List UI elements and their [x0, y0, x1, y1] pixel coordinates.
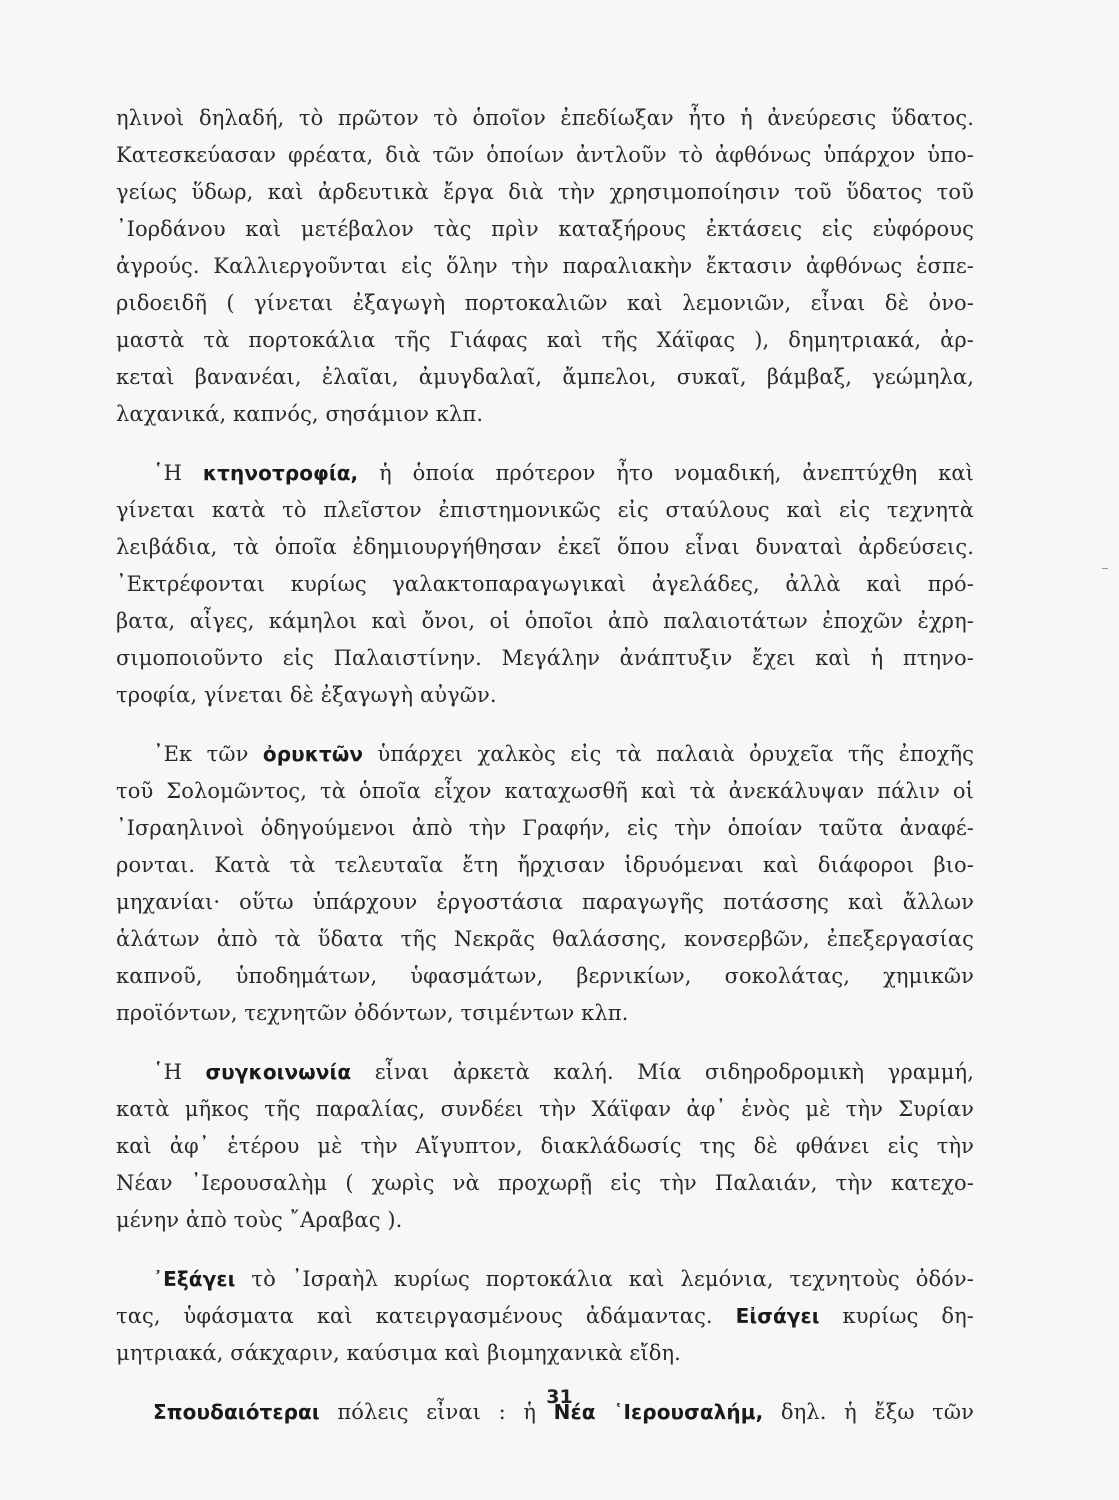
- paragraph-trade: [116, 1261, 974, 1372]
- text-line: ἀγρούς. Καλλιεργοῦνται εἰς ὅλην τὴν παραλιακὴν ἔκτασιν ἀφθόνως ἑσπε-: [116, 254, 974, 278]
- text-line: γίνεται κατὰ τὸ πλεῖστον ἐπιστημονικῶς εἰς σταύλους καὶ εἰς τεχνητὰ: [116, 498, 974, 522]
- text-line: ᾿Εξάγει τὸ ᾿Ισραὴλ κυρίως πορτοκάλια καὶ λεμόνια, τεχνητοὺς ὀδόν-: [153, 1267, 974, 1291]
- keyword-minerals: ὀρυκτῶν: [262, 742, 364, 766]
- text-line: καὶ ἀφ᾿ ἑτέρου μὲ τὴν Αἴγυπτον, διακλάδωσίς της δὲ φθάνει εἰς τὴν: [116, 1134, 974, 1158]
- text-line: ἁλάτων ἀπὸ τὰ ὕδατα τῆς Νεκρᾶς θαλάσσης, κονσερβῶν, ἐπεξεργασίας: [116, 927, 974, 951]
- text-line: ηλινοὶ δηλαδή, τὸ πρῶτον τὸ ὁποῖον ἐπεδίωξαν ἦτο ἡ ἀνεύρεσις ὕδατος.: [116, 106, 974, 130]
- paragraph-livestock: [116, 455, 974, 714]
- text-line: μαστὰ τὰ πορτοκάλια τῆς Γιάφας καὶ τῆς Χάϊφας ), δημητριακά, ἀρ-: [116, 328, 974, 352]
- text-line: μητριακά, σάκχαριν, καύσιμα καὶ βιομηχανικὰ εἴδη.: [116, 1341, 681, 1365]
- text-line: ᾿Εκ τῶν ὀρυκτῶν ὑπάρχει χαλκὸς εἰς τὰ παλαιὰ ὀρυχεῖα τῆς ἐποχῆς: [153, 742, 974, 766]
- paragraph-transport: [116, 1054, 974, 1239]
- keyword-cities: Σπουδαιότεραι: [153, 1400, 320, 1424]
- text-line: Σπουδαιότεραι πόλεις εἶναι : ἡ Νέα ῾Ιερουσαλήμ, δηλ. ἡ ἔξω τῶν: [153, 1400, 974, 1424]
- text-line: ῾Η κτηνοτροφία, ἡ ὁποία πρότερον ἦτο νομαδική, ἀνεπτύχθη καὶ: [153, 461, 974, 485]
- text-line: σιμοποιοῦντο εἰς Παλαιστίνην. Μεγάλην ἀνάπτυξιν ἔχει καὶ ἡ πτηνο-: [116, 646, 974, 670]
- keyword-transport: συγκοινωνία: [205, 1060, 352, 1084]
- keyword-livestock: κτηνοτροφία,: [202, 461, 359, 485]
- keyword-new-jerusalem: Νέα ῾Ιερουσαλήμ,: [553, 1400, 764, 1424]
- text-line: ᾿Ισραηλινοὶ ὁδηγούμενοι ἀπὸ τὴν Γραφήν, εἰς τὴν ὁποίαν ταῦτα ἀναφέ-: [116, 816, 974, 840]
- text-line: ᾿Εκτρέφονται κυρίως γαλακτοπαραγωγικαὶ ἀγελάδες, ἀλλὰ καὶ πρό-: [116, 572, 974, 596]
- text-line: καπνοῦ, ὑποδημάτων, ὑφασμάτων, βερνικίων, σοκολάτας, χημικῶν: [116, 964, 974, 988]
- text-line: ῾Η συγκοινωνία εἶναι ἀρκετὰ καλή. Μία σιδηροδρομικὴ γραμμή,: [153, 1060, 974, 1084]
- body-text: [116, 100, 974, 1431]
- keyword-exports: ᾿Εξάγει: [153, 1267, 236, 1291]
- text-line: προϊόντων, τεχνητῶν ὀδόντων, τσιμέντων κλπ.: [116, 1001, 629, 1025]
- paragraph-irrigation: [116, 100, 974, 433]
- text-line: ριδοειδῆ ( γίνεται ἐξαγωγὴ πορτοκαλιῶν καὶ λεμονιῶν, εἶναι δὲ ὀνο-: [116, 291, 974, 315]
- text-line: λειβάδια, τὰ ὁποῖα ἐδημιουργήθησαν ἐκεῖ ὅπου εἶναι δυναταὶ ἀρδεύσεις.: [116, 535, 974, 559]
- text-line: ᾿Ιορδάνου καὶ μετέβαλον τὰς πρὶν καταξήρους ἐκτάσεις εἰς εὐφόρους: [116, 217, 974, 241]
- keyword-imports: Εἰσάγει: [735, 1304, 820, 1328]
- text-line: τροφία, γίνεται δὲ ἐξαγωγὴ αὐγῶν.: [116, 683, 497, 707]
- text-line: βατα, αἶγες, κάμηλοι καὶ ὄνοι, οἱ ὁποῖοι ἀπὸ παλαιοτάτων ἐποχῶν ἐχρη-: [116, 609, 974, 633]
- text-line: κατὰ μῆκος τῆς παραλίας, συνδέει τὴν Χάϊφαν ἀφ᾿ ἑνὸς μὲ τὴν Συρίαν: [116, 1097, 974, 1121]
- text-line: μένην ἀπὸ τοὺς ῎Αραβας ).: [116, 1208, 403, 1232]
- text-line: τας, ὑφάσματα καὶ κατειργασμένους ἀδάμαντας. Εἰσάγει κυρίως δη-: [116, 1304, 974, 1328]
- text-line: Κατεσκεύασαν φρέατα, διὰ τῶν ὁποίων ἀντλοῦν τὸ ἀφθόνως ὑπάρχον ὑπο-: [116, 143, 974, 167]
- text-line: λαχανικά, καπνός, σησάμιον κλπ.: [116, 402, 484, 426]
- text-line: γείως ὕδωρ, καὶ ἀρδευτικὰ ἔργα διὰ τὴν χρησιμοποίησιν τοῦ ὕδατος τοῦ: [116, 180, 974, 204]
- text-line: κεταὶ βανανέαι, ἐλαῖαι, ἀμυγδαλαῖ, ἄμπελοι, συκαῖ, βάμβαξ, γεώμηλα,: [116, 365, 974, 389]
- text-line: μηχανίαι· οὕτω ὑπάρχουν ἐργοστάσια παραγωγῆς ποτάσσης καὶ ἄλλων: [116, 890, 974, 914]
- text-line: Νέαν ᾿Ιερουσαλὴμ ( χωρὶς νὰ προχωρῇ εἰς τὴν Παλαιάν, τὴν κατεχο-: [116, 1171, 974, 1195]
- paragraph-minerals: [116, 736, 974, 1032]
- text-line: τοῦ Σολομῶντος, τὰ ὁποῖα εἶχον καταχωσθῆ καὶ τὰ ἀνεκάλυψαν πάλιν οἱ: [116, 779, 974, 803]
- scan-mark: [1102, 568, 1108, 569]
- page-number: 31: [546, 1386, 573, 1408]
- text-line: ρονται. Κατὰ τὰ τελευταῖα ἔτη ἤρχισαν ἱδρυόμεναι καὶ διάφοροι βιο-: [116, 853, 974, 877]
